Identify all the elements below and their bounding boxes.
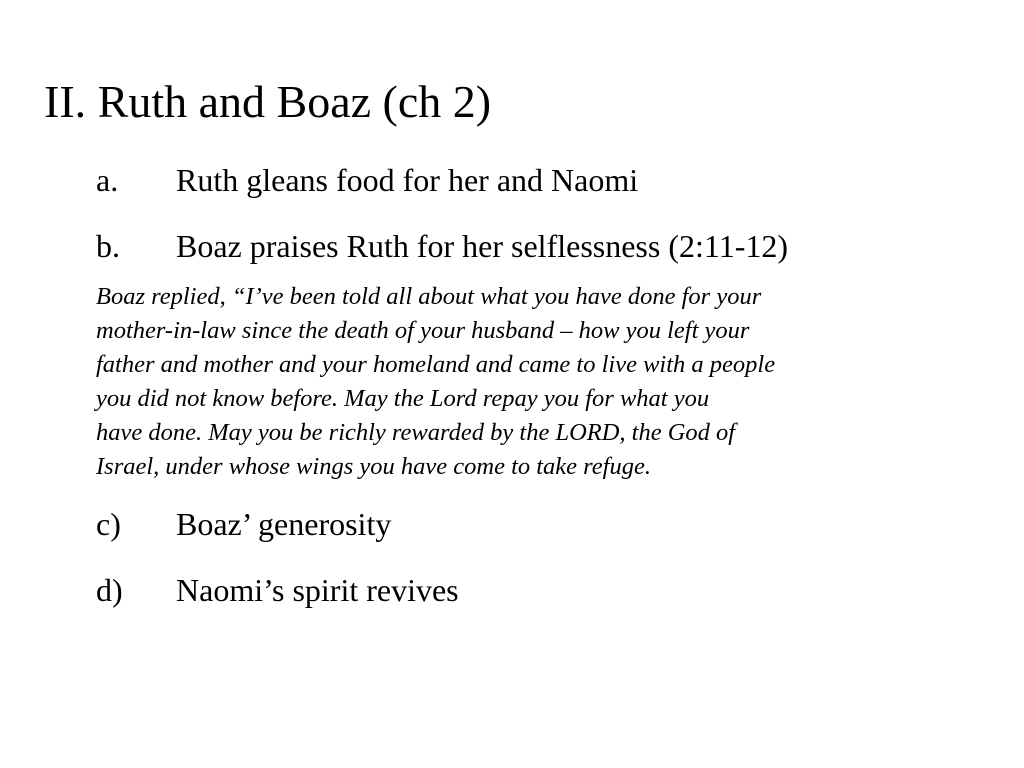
list-marker: b. [96,228,120,264]
quote-line: Boaz replied, “I’ve been told all about what you have done for your [96,283,762,310]
list-item-text: Boaz praises Ruth for her selflessness (2:11-12) [176,228,788,264]
list-marker: c) [96,506,121,542]
list-item-c [96,504,391,544]
quote-line: have done. May you be richly rewarded by the LORD, the God of [96,419,736,446]
list-item-d [96,570,459,610]
list-item-text: Boaz’ generosity [176,506,392,542]
quote-line: father and mother and your homeland and came to live with a people [96,351,776,378]
list-item-a [96,160,638,200]
list-item-b [96,226,788,266]
list-marker: d) [96,572,123,608]
list-item-text: Ruth gleans food for her and Naomi [176,162,639,198]
scripture-quote [96,280,996,484]
quote-line: you did not know before. May the Lord repay you for what you [96,385,710,412]
slide-title: II. Ruth and Boaz (ch 2) [44,76,492,127]
list-marker: a. [96,162,119,198]
quote-line: Israel, under whose wings you have come to take refuge. [96,453,651,480]
quote-line: mother-in-law since the death of your husband – how you left your [96,317,750,344]
list-item-text: Naomi’s spirit revives [176,572,459,608]
